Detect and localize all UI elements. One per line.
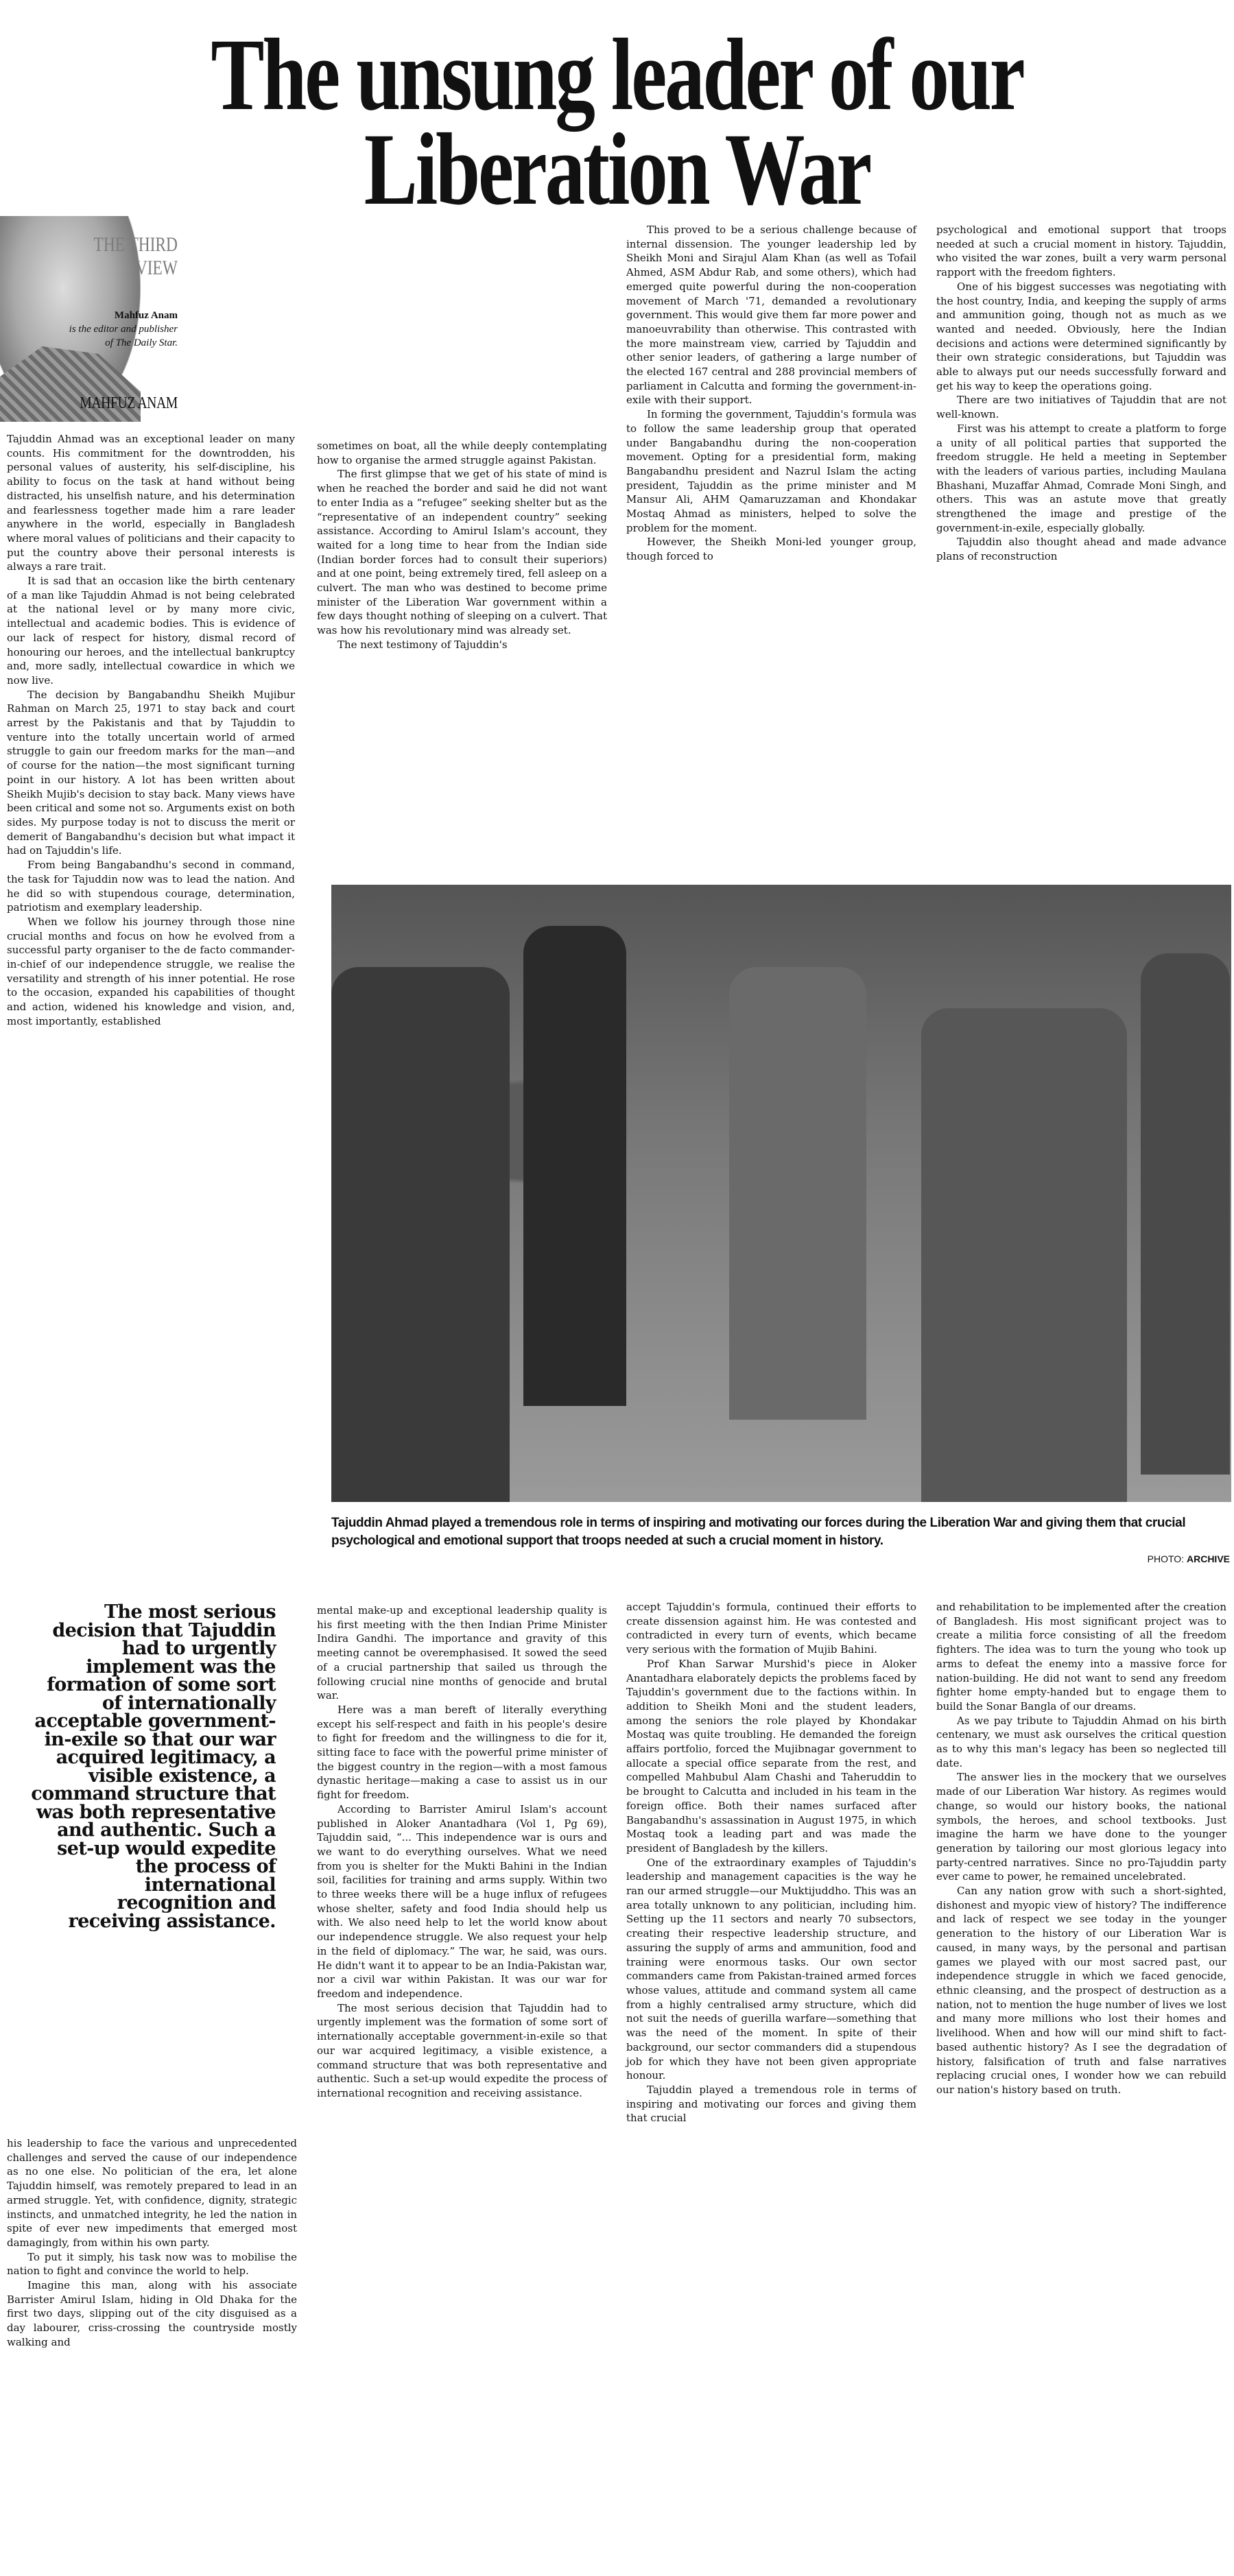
paragraph: However, the Sheikh Moni-led younger group, though forced to [626, 536, 916, 563]
paragraph: This proved to be a serious challenge because of internal dissension. The younger leadership led by Sheikh Moni and Sirajul Alam Khan (as well as Tofail Ahmed, ASM Abdur Rab, and some others), which had emerged quite powerful during the non-cooperation movement of March '71, demanded a revolutionary government. This would give them far more power and manoeuvrability than otherwise. This contrasted with the more mainstream view, carried by Tajuddin and other senior leaders, of gathering a large number of the elected 167 central and 288 provincial members of parliament in Calcutta and forming the government-in-exile with their support. [626, 224, 916, 407]
photo-figure [1141, 953, 1230, 1475]
photo-caption: Tajuddin Ahmad played a tremendous role in terms of inspiring and motivating our forces during the Liberation War and giving them that crucial psychological and emotional support that troops needed at such a crucial moment in history. [331, 1516, 1186, 1548]
author-desc-2: of The Daily Star. [105, 337, 178, 348]
photo-credit [1148, 1553, 1230, 1564]
paragraph: Can any nation grow with such a short-sighted, dishonest and myopic view of history? The indifference and lack of respect we see today in the younger generation to the history of our Liberation War is caused, in many ways, by the personal and partisan games we played with our most sacred past, our independence struggle in which we faced genocide, ethnic cleansing, and the prospect of destruction as a nation, not to mention the huge number of lives we lost and many more millions who lost their homes and livelihood. When and how will our mind shift to fact-based authentic history? As I see the degradation of history, falsification of truth and false narratives replacing crucial ones, I wonder how we can rebuild our nation's history based on truth. [936, 1885, 1226, 2096]
body-column-bottom-4 [936, 1600, 1226, 2097]
paragraph: The decision by Bangabandhu Sheikh Mujibur Rahman on March 25, 1971 to stay back and court arrest by the Pakistanis and that by Tajuddin to venture into the totally uncertain world of armed struggle to gain our freedom marks for the man—and of course for the nation—the most significant turning point in our history. A lot has been written about Sheikh Mujib's decision to stay back. Many views have been critical and some not so. Arguments exist on both sides. My purpose today is not to discuss the merit or demerit of Bangabandhu's decision but what impact it had on Tajuddin's life. [7, 688, 295, 857]
photo-figure [921, 1008, 1127, 1502]
paragraph: psychological and emotional support that troops needed at such a crucial moment in history. Tajuddin, who visited the war zones, built a very warm personal rapport with the freedom fighters. [936, 224, 1226, 279]
photo-credit-label: PHOTO: [1147, 1553, 1187, 1564]
paragraph: Imagine this man, along with his associate Barrister Amirul Islam, hiding in Old Dhaka for the first two days, slipping out of the city disguised as a day labourer, criss-crossing the countryside mostly walking and [7, 2279, 297, 2348]
photo-figure [523, 926, 626, 1406]
paragraph: Tajuddin also thought ahead and made advance plans of reconstruction [936, 536, 1226, 563]
body-column-bottom-3 [626, 1600, 916, 2125]
body-column-top-4 [936, 223, 1226, 564]
paragraph: One of the extraordinary examples of Tajuddin's leadership and management capacities is the way he ran our armed struggle—our Muktijuddho. This was an area totally unknown to any politician, including him. Setting up the 11 sectors and nearly 70 subsectors, creating their respective leadership structure, and assuring the supply of arms and ammunition, food and training were enormous tasks. Our own sector commanders came from Pakistan-trained armed forces whose values, attitude and command system all came from a highly centralised army structure, which did not suit the needs of guerilla warfare—something that was the need of the moment. In spite of their background, our sector commanders did a stupendous job for which they have not been given appropriate honour. [626, 1856, 916, 2082]
column-label [94, 233, 178, 280]
author-desc-1: is the editor and publisher [69, 324, 178, 335]
column-label-line-2: VIEW [135, 257, 178, 279]
body-column-bottom-1 [7, 2136, 297, 2350]
paragraph: Tajuddin played a tremendous role in terms of inspiring and motivating our forces and giving them that crucial [626, 2083, 916, 2125]
photo-credit-source: ARCHIVE [1186, 1553, 1230, 1564]
column-label-line-1: THE THIRD [93, 233, 178, 256]
paragraph: From being Bangabandhu's second in command, the task for Tajuddin now was to lead the nation. And he did so with stupendous courage, determination, patriotism and exemplary leadership. [7, 859, 295, 914]
paragraph: his leadership to face the various and unprecedented challenges and served the cause of our independence as no one else. No politician of the era, let alone Tajuddin himself, was remotely prepared to lead in an armed struggle. Yet, with confidence, dignity, strategic instincts, and unmatched integrity, he led the nation in spite of ever new impediments that emerged most damagingly, from within his own party. [7, 2137, 297, 2249]
author-name: Mahfuz Anam [114, 310, 178, 321]
body-column-top-3 [626, 223, 916, 564]
paragraph: It is sad that an occasion like the birth centenary of a man like Tajuddin Ahmad is not being celebrated at the national level or by many more civic, intellectual and academic bodies. This is evidence of our lack of respect for history, dismal record of honouring our heroes, and the intellectual bankruptcy and, more sadly, intellectual cowardice in which we now live. [7, 575, 295, 687]
paragraph: The first glimpse that we get of his state of mind is when he reached the border and said he did not want to enter India as a “refugee” seeking shelter but as the “representative of an independent country” seeking assistance. According to Amirul Islam's account, they waited for a long time to hear from the Indian side (Indian border forces had to consult their superiors) and at one point, being extremely tired, fell asleep on a culvert. The man who was destined to become prime minister of the Liberation War government within a few days thought nothing of sleeping on a culvert. That was how his revolutionary mind was already set. [317, 468, 607, 637]
article-headline [136, 18, 1098, 226]
paragraph: There are two initiatives of Tajuddin that are not well-known. [936, 394, 1226, 421]
body-column-top-2 [317, 439, 607, 652]
paragraph: and rehabilitation to be implemented after the creation of Bangladesh. His most significant project was to create a militia force consisting of all the freedom fighters. The idea was to turn the young who took up arms to defeat the enemy into a massive force for nation-building. He did not want to send any freedom fighter home empty-handed but to engage them to build the Sonar Bangla of our dreams. [936, 1601, 1226, 1713]
paragraph: accept Tajuddin's formula, continued their efforts to create dissension against him. He was contested and contradicted in every turn of events, which became very serious with the formation of Mujib Bahini. [626, 1601, 916, 1656]
author-note [69, 309, 178, 350]
paragraph: Here was a man bereft of literally everything except his self-respect and faith in his people's desire to fight for freedom and the willingness to die for it, sitting face to face with the powerful prime minister of the biggest country in the region—with a most famous dynastic heritage—making a case to assist us in our fight for freedom. [317, 1703, 607, 1802]
headline-line-2: Liberation War [364, 112, 870, 226]
paragraph: mental make-up and exceptional leadership quality is his first meeting with the then Indian Prime Minister Indira Gandhi. The importance and gravity of this meeting cannot be overemphasised. It sowed the seed of a crucial partnership that sailed us through the following crucial nine months of genocide and brutal war. [317, 1604, 607, 1702]
pull-quote: The most serious decision that Tajuddin had to urgently implement was the formation of some sort of internationally acceptable government-in-exile so that our war acquired legitimacy, a visible existence, a command structure that was both representative and authentic. Such a set-up would expedite the process of international recognition and receiving assistance. [31, 1601, 276, 1932]
body-column-top-1 [7, 432, 295, 1029]
photo-figure [331, 967, 510, 1502]
paragraph: Tajuddin Ahmad was an exceptional leader on many counts. His commitment for the downtrodden, his personal values of austerity, his self-discipline, his ability to focus on the task at hand without being distracted, his unselfish nature, and his determination and fearlessness together made him a rare leader anywhere in the world, especially in Bangladesh where moral values of politicians and their capacity to put the country above their personal interests is always a rare trait. [7, 433, 295, 573]
paragraph: The most serious decision that Tajuddin had to urgently implement was the formation of some sort of internationally acceptable government-in-exile so that our war acquired legitimacy, a visible existence, a command structure that was both representative and authentic. Such a set-up would expedite the process of international recognition and receiving assistance. [317, 2001, 607, 2099]
paragraph: Prof Khan Sarwar Murshid's piece in Aloker Anantadhara elaborately depicts the problems faced by Tajuddin's government due to the factions within. In addition to Sheikh Moni and the student leaders, among the seniors the role played by Khondakar Mostaq was quite troubling. He demanded the foreign affairs portfolio, forced the Mujibnagar government to allocate a special office separate from the rest, and compelled Mahbubul Alam Chashi and Taheruddin to be brought to Calcutta and included in his team in the foreign office. Both their names surfaced after Bangabandhu's assassination in August 1975, in which Mostaq took a leading part and was made the president of Bangladesh by the killers. [626, 1657, 916, 1855]
paragraph: According to Barrister Amirul Islam's account published in Aloker Anantadhara (Vol 1, Pg 69), Tajuddin said, “... This independence war is ours and we want to do everything ourselves. What we need from you is shelter for the Mukti Bahini in the Indian soil, facilities for training and arms supply. Within two to three weeks there will be a huge influx of refugees whose shelter, safety and food India should help us with. We also need help to let the world know about our independence struggle. We also request your help in the field of diplomacy.” The war, he said, was ours. He didn't want it to appear to be an India-Pakistan war, nor a civil war within Pakistan. It was our war for freedom and independence. [317, 1802, 607, 2000]
paragraph: One of his biggest successes was negotiating with the host country, India, and keeping the supply of arms and ammunition going, though not as much as we wanted and needed. Obviously, here the Indian decisions and actions were determined significantly by their own strategic considerations, but Tajuddin was able to always put our needs successfully forward and get his way to keep the operations going. [936, 280, 1226, 392]
photo-figure [729, 967, 866, 1420]
body-column-bottom-2 [317, 1603, 607, 2101]
paragraph: First was his attempt to create a platform to forge a unity of all political parties that supported the freedom struggle. He held a meeting in September with the leaders of various parties, including Maulana Bhashani, Muzaffar Ahmad, Comrade Moni Singh, and others. This was an astute move that greatly strengthened the image and prestige of the government-in-exile, especially globally. [936, 422, 1226, 534]
paragraph: When we follow his journey through those nine crucial months and focus on how he evolved from a successful party organiser to the de facto commander-in-chief of our independence struggle, we realise the versatility and strength of his inner potential. He rose to the occasion, expanded his capabilities of thought and action, widened his knowledge and vision, and, most importantly, established [7, 915, 295, 1027]
archive-photo-handshake [331, 885, 1231, 1502]
paragraph: In forming the government, Tajuddin's formula was to follow the same leadership group that operated under Bangabandhu during the non-cooperation movement. Opting for a presidential form, making Bangabandhu president and Nazrul Islam the acting president, Tajuddin as the prime minister and M Mansur Ali, AHM Qamaruzzaman and Khondakar Mostaq Ahmad as ministers, helped to solve the problem for the moment. [626, 408, 916, 534]
paragraph: The answer lies in the mockery that we ourselves made of our Liberation War history. As regimes would change, so would our history books, the national symbols, the heroes, and school textbooks. Just imagine the harm we have done to the younger generation by tailoring our most glorious legacy into party-centred narratives. Since no pro-Tajuddin party ever came to power, he remained uncelebrated. [936, 1771, 1226, 1883]
paragraph: As we pay tribute to Tajuddin Ahmad on his birth centenary, we must ask ourselves the critical question as to why this man's legacy has been so neglected till date. [936, 1714, 1226, 1769]
headline-line-1: The unsung leader of our [211, 18, 1023, 132]
byline: MAHFUZ ANAM [80, 394, 178, 412]
paragraph: sometimes on boat, all the while deeply contemplating how to organise the armed struggle against Pakistan. [317, 440, 607, 466]
paragraph: The next testimony of Tajuddin's [337, 638, 508, 651]
paragraph: To put it simply, his task now was to mobilise the nation to fight and convince the world to help. [7, 2250, 297, 2278]
